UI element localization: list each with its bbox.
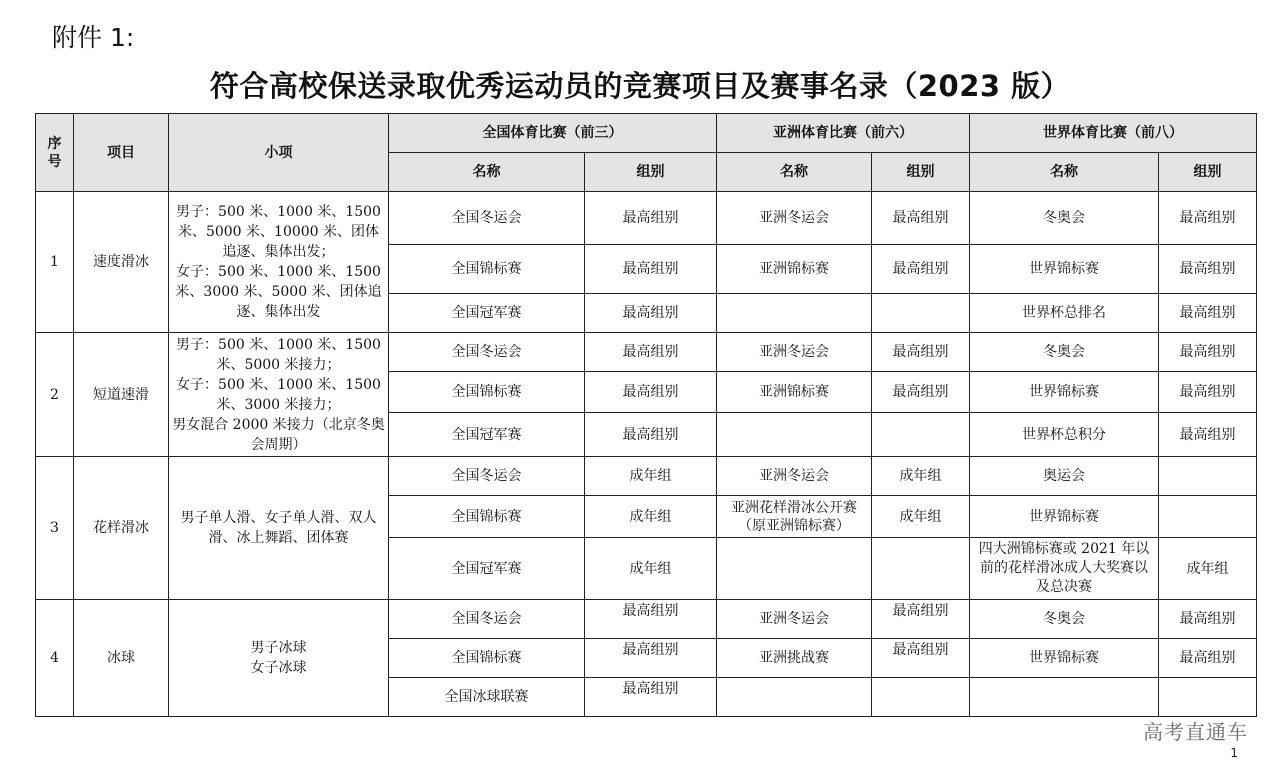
- world-group: 最高组别: [1159, 413, 1257, 457]
- sub-events: 男子：500 米、1000 米、1500 米、5000 米、10000 米、团体追逐、集体出发； 女子：500 米、1000 米、1500 米、3000 米、5000 米、团体追逐、集体出发: [169, 192, 389, 333]
- national-name: 全国冠军赛: [389, 294, 585, 333]
- world-name: 奥运会: [970, 457, 1159, 496]
- asian-name: 亚洲锦标赛: [717, 372, 872, 413]
- world-name: 世界锦标赛: [970, 639, 1159, 678]
- header-no: 序号: [36, 114, 74, 192]
- table-row: [36, 457, 1257, 496]
- national-name: 全国锦标赛: [389, 245, 585, 294]
- asian-name: 亚洲冬运会: [717, 457, 872, 496]
- sub-events: 男子冰球 女子冰球: [169, 600, 389, 717]
- world-name: 世界杯总排名: [970, 294, 1159, 333]
- world-name: 世界锦标赛: [970, 372, 1159, 413]
- world-group: 最高组别: [1159, 245, 1257, 294]
- world-group: [1159, 678, 1257, 717]
- world-group: [1159, 496, 1257, 538]
- row-number: 2: [36, 333, 74, 457]
- world-name: 世界锦标赛: [970, 496, 1159, 538]
- asian-group: 最高组别: [872, 600, 970, 639]
- national-group: 最高组别: [585, 192, 717, 245]
- watermark: 高考直通车: [1143, 720, 1248, 744]
- row-number: 4: [36, 600, 74, 717]
- world-group: 最高组别: [1159, 294, 1257, 333]
- national-name: 全国冠军赛: [389, 413, 585, 457]
- asian-group: 成年组: [872, 496, 970, 538]
- event-name: 速度滑冰: [74, 192, 169, 333]
- national-group: 最高组别: [585, 600, 717, 639]
- document-title: 符合高校保送录取优秀运动员的竞赛项目及赛事名录（2023 版）: [209, 69, 1071, 103]
- world-group: 成年组: [1159, 538, 1257, 600]
- asian-name: 亚洲花样滑冰公开赛 （原亚洲锦标赛）: [717, 496, 872, 538]
- asian-group: 最高组别: [872, 245, 970, 294]
- national-group: 成年组: [585, 457, 717, 496]
- asian-name: 亚洲冬运会: [717, 333, 872, 372]
- world-group: 最高组别: [1159, 600, 1257, 639]
- header-national: 全国体育比赛（前三）: [389, 114, 717, 153]
- asian-name: [717, 413, 872, 457]
- table-row: [36, 192, 1257, 245]
- national-group: 最高组别: [585, 372, 717, 413]
- world-name: 冬奥会: [970, 333, 1159, 372]
- asian-group: [872, 678, 970, 717]
- national-group: 最高组别: [585, 639, 717, 678]
- header-world: 世界体育比赛（前八）: [970, 114, 1257, 153]
- national-group: 最高组别: [585, 245, 717, 294]
- asian-name: 亚洲锦标赛: [717, 245, 872, 294]
- world-name: 世界锦标赛: [970, 245, 1159, 294]
- national-group: 最高组别: [585, 294, 717, 333]
- world-name: 四大洲锦标赛或 2021 年以前的花样滑冰成人大奖赛以及总决赛: [970, 538, 1159, 600]
- world-name: 世界杯总积分: [970, 413, 1159, 457]
- national-name: 全国锦标赛: [389, 372, 585, 413]
- national-name: 全国冬运会: [389, 457, 585, 496]
- national-group: 最高组别: [585, 333, 717, 372]
- competition-table: [35, 113, 1257, 717]
- asian-group: [872, 413, 970, 457]
- asian-group: 最高组别: [872, 372, 970, 413]
- header-sub: 小项: [169, 114, 389, 192]
- world-name: [970, 678, 1159, 717]
- event-name: 短道速滑: [74, 333, 169, 457]
- world-group: 最高组别: [1159, 333, 1257, 372]
- sub-events: 男子单人滑、女子单人滑、双人滑、冰上舞蹈、团体赛: [169, 457, 389, 600]
- table-row: [36, 333, 1257, 372]
- header-national-name: 名称: [389, 153, 585, 192]
- header-asian: 亚洲体育比赛（前六）: [717, 114, 970, 153]
- national-group: 成年组: [585, 538, 717, 600]
- national-name: 全国锦标赛: [389, 496, 585, 538]
- asian-group: 最高组别: [872, 333, 970, 372]
- national-name: 全国冬运会: [389, 192, 585, 245]
- world-group: 最高组别: [1159, 192, 1257, 245]
- asian-name: [717, 678, 872, 717]
- national-name: 全国锦标赛: [389, 639, 585, 678]
- asian-group: 成年组: [872, 457, 970, 496]
- national-name: 全国冰球联赛: [389, 678, 585, 717]
- asian-name: 亚洲挑战赛: [717, 639, 872, 678]
- header-event: 项目: [74, 114, 169, 192]
- world-group: [1159, 457, 1257, 496]
- asian-group: 最高组别: [872, 639, 970, 678]
- row-number: 1: [36, 192, 74, 333]
- header-national-group: 组别: [585, 153, 717, 192]
- asian-name: [717, 538, 872, 600]
- sub-events: 男子：500 米、1000 米、1500 米、5000 米接力； 女子：500 米、1000 米、1500 米、3000 米接力； 男女混合 2000 米接力（北京冬奥会周期）: [169, 333, 389, 457]
- asian-name: 亚洲冬运会: [717, 600, 872, 639]
- world-group: 最高组别: [1159, 639, 1257, 678]
- header-world-name: 名称: [970, 153, 1159, 192]
- world-name: 冬奥会: [970, 600, 1159, 639]
- national-group: 最高组别: [585, 413, 717, 457]
- national-name: 全国冬运会: [389, 333, 585, 372]
- event-name: 冰球: [74, 600, 169, 717]
- asian-name: 亚洲冬运会: [717, 192, 872, 245]
- header-asian-name: 名称: [717, 153, 872, 192]
- national-name: 全国冬运会: [389, 600, 585, 639]
- asian-name: [717, 294, 872, 333]
- header-world-group: 组别: [1159, 153, 1257, 192]
- row-number: 3: [36, 457, 74, 600]
- asian-group: [872, 294, 970, 333]
- page-number: 1: [1230, 746, 1238, 760]
- event-name: 花样滑冰: [74, 457, 169, 600]
- world-group: 最高组别: [1159, 372, 1257, 413]
- world-name: 冬奥会: [970, 192, 1159, 245]
- header-asian-group: 组别: [872, 153, 970, 192]
- national-name: 全国冠军赛: [389, 538, 585, 600]
- asian-group: 最高组别: [872, 192, 970, 245]
- asian-group: [872, 538, 970, 600]
- table-row: [36, 600, 1257, 639]
- national-group: 成年组: [585, 496, 717, 538]
- national-group: 最高组别: [585, 678, 717, 717]
- attachment-label: 附件 1:: [52, 23, 135, 52]
